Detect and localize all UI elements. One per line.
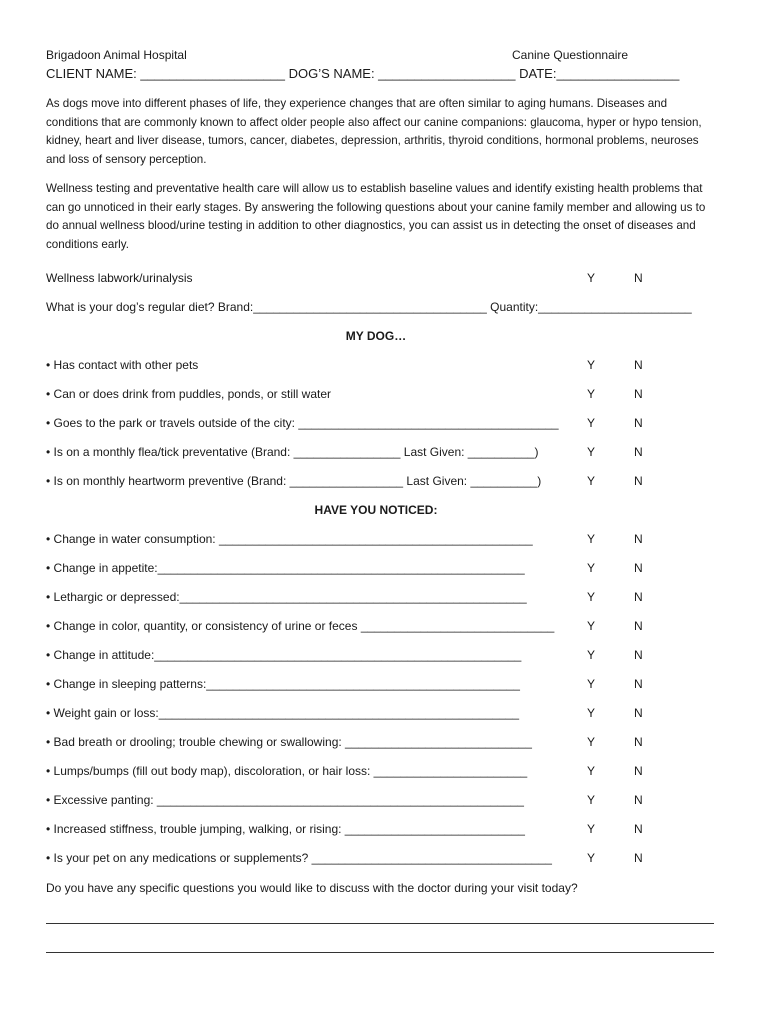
yes-option[interactable]: Y	[587, 357, 596, 372]
yes-option[interactable]: Y	[587, 763, 596, 778]
yes-option[interactable]: Y	[587, 386, 596, 401]
yes-option[interactable]: Y	[587, 821, 596, 836]
closing-question: Do you have any specific questions you would like to discuss with the doctor during your visit today?	[46, 880, 578, 895]
diet-row	[46, 293, 718, 322]
question-text: Wellness labwork/urinalysis	[46, 270, 193, 285]
no-option[interactable]: N	[634, 792, 643, 807]
noticed-list	[46, 525, 718, 873]
question-text: • Lethargic or depressed:____________________________________________________	[46, 589, 527, 604]
yes-option[interactable]: Y	[587, 444, 596, 459]
question-text: • Can or does drink from puddles, ponds, or still water	[46, 386, 331, 401]
answer-line-2[interactable]	[46, 952, 714, 953]
my-dog-list	[46, 351, 718, 496]
question-row	[46, 728, 718, 757]
question-row	[46, 612, 718, 641]
question-row	[46, 786, 718, 815]
question-text: • Change in appetite:_______________________________________________________	[46, 560, 525, 575]
no-option[interactable]: N	[634, 444, 643, 459]
question-row	[46, 525, 718, 554]
question-text: • Change in sleeping patterns:_______________________________________________	[46, 676, 520, 691]
no-option[interactable]: N	[634, 531, 643, 546]
yes-option[interactable]: Y	[587, 618, 596, 633]
question-text: • Goes to the park or travels outside of the city: _______________________________________	[46, 415, 559, 430]
question-row	[46, 409, 718, 438]
no-option[interactable]: N	[634, 415, 643, 430]
no-option[interactable]: N	[634, 734, 643, 749]
header-row	[46, 48, 718, 64]
question-row	[46, 438, 718, 467]
question-text: • Is on monthly heartworm preventive (Brand: _________________ Last Given: __________)	[46, 473, 542, 488]
no-option[interactable]: N	[634, 763, 643, 778]
question-row	[46, 670, 718, 699]
no-option[interactable]: N	[634, 270, 643, 285]
yes-option[interactable]: Y	[587, 705, 596, 720]
yes-option[interactable]: Y	[587, 560, 596, 575]
wellness-labwork-row	[46, 264, 718, 293]
question-row	[46, 467, 718, 496]
intro-paragraph-aging: As dogs move into different phases of life, they experience changes that are often similar to aging humans. Diseases and conditions that are commonly known to affect older people also affect our canine companions: glaucoma, hyper or hypo tension, kidney, heart and liver disease, tumors, cancer, diabetes, depression, arthritis, thyroid conditions, hormonal problems, neuroses and loss of sensory perception.	[46, 97, 702, 167]
yes-option[interactable]: Y	[587, 415, 596, 430]
hospital-name: Brigadoon Animal Hospital	[46, 48, 187, 62]
no-option[interactable]: N	[634, 473, 643, 488]
no-option[interactable]: N	[634, 386, 643, 401]
question-text: • Excessive panting: _______________________________________________________	[46, 792, 524, 807]
answer-line-1[interactable]	[46, 923, 714, 924]
no-option[interactable]: N	[634, 821, 643, 836]
no-option[interactable]: N	[634, 676, 643, 691]
question-text: • Has contact with other pets	[46, 357, 199, 372]
question-row	[46, 380, 718, 409]
question-row	[46, 699, 718, 728]
have-you-noticed-heading: HAVE YOU NOTICED:	[314, 502, 438, 517]
question-row	[46, 351, 718, 380]
no-option[interactable]: N	[634, 705, 643, 720]
question-text: • Is on a monthly flea/tick preventative (Brand: ________________ Last Given: __________)	[46, 444, 539, 459]
question-row	[46, 641, 718, 670]
form-title: Canine Questionnaire	[512, 48, 629, 62]
question-text: • Weight gain or loss:______________________________________________________	[46, 705, 520, 720]
question-row	[46, 554, 718, 583]
no-option[interactable]: N	[634, 589, 643, 604]
question-row	[46, 815, 718, 844]
yes-option[interactable]: Y	[587, 792, 596, 807]
question-text: • Change in attitude:_______________________________________________________	[46, 647, 522, 662]
question-text: • Lumps/bumps (fill out body map), discoloration, or hair loss: _______________________	[46, 763, 528, 778]
question-text: • Change in color, quantity, or consistency of urine or feces _____________________________	[46, 618, 555, 633]
diet-question[interactable]: What is your dog’s regular diet? Brand:___________________________________ Quantity:_______________________	[46, 299, 692, 314]
client-info-line[interactable]: CLIENT NAME: ____________________ DOG’S NAME: ___________________ DATE:_________________	[46, 66, 680, 81]
yes-option[interactable]: Y	[587, 850, 596, 865]
question-row	[46, 583, 718, 612]
question-text: • Bad breath or drooling; trouble chewing or swallowing: ____________________________	[46, 734, 532, 749]
no-option[interactable]: N	[634, 357, 643, 372]
yes-option[interactable]: Y	[587, 676, 596, 691]
question-text: • Is your pet on any medications or supplements? ____________________________________	[46, 850, 552, 865]
question-text: • Increased stiffness, trouble jumping, walking, or rising: ___________________________	[46, 821, 525, 836]
yes-option[interactable]: Y	[587, 473, 596, 488]
no-option[interactable]: N	[634, 647, 643, 662]
intro-paragraph-wellness: Wellness testing and preventative health care will allow us to establish baseline values and identify existing health problems that can go unnoticed in their early stages. By answering the following questions about your canine family member and allowing us to do annual wellness blood/urine testing in addition to other diagnostics, you can assist us in detecting the onset of diseases and conditions early.	[46, 181, 706, 251]
yes-option[interactable]: Y	[587, 531, 596, 546]
my-dog-heading: MY DOG…	[345, 328, 407, 343]
yes-option[interactable]: Y	[587, 589, 596, 604]
question-text: • Change in water consumption: _______________________________________________	[46, 531, 533, 546]
questionnaire-page	[46, 48, 718, 953]
yes-option[interactable]: Y	[587, 270, 596, 285]
question-row	[46, 844, 718, 873]
no-option[interactable]: N	[634, 850, 643, 865]
no-option[interactable]: N	[634, 560, 643, 575]
yes-option[interactable]: Y	[587, 647, 596, 662]
no-option[interactable]: N	[634, 618, 643, 633]
yes-option[interactable]: Y	[587, 734, 596, 749]
question-row	[46, 757, 718, 786]
